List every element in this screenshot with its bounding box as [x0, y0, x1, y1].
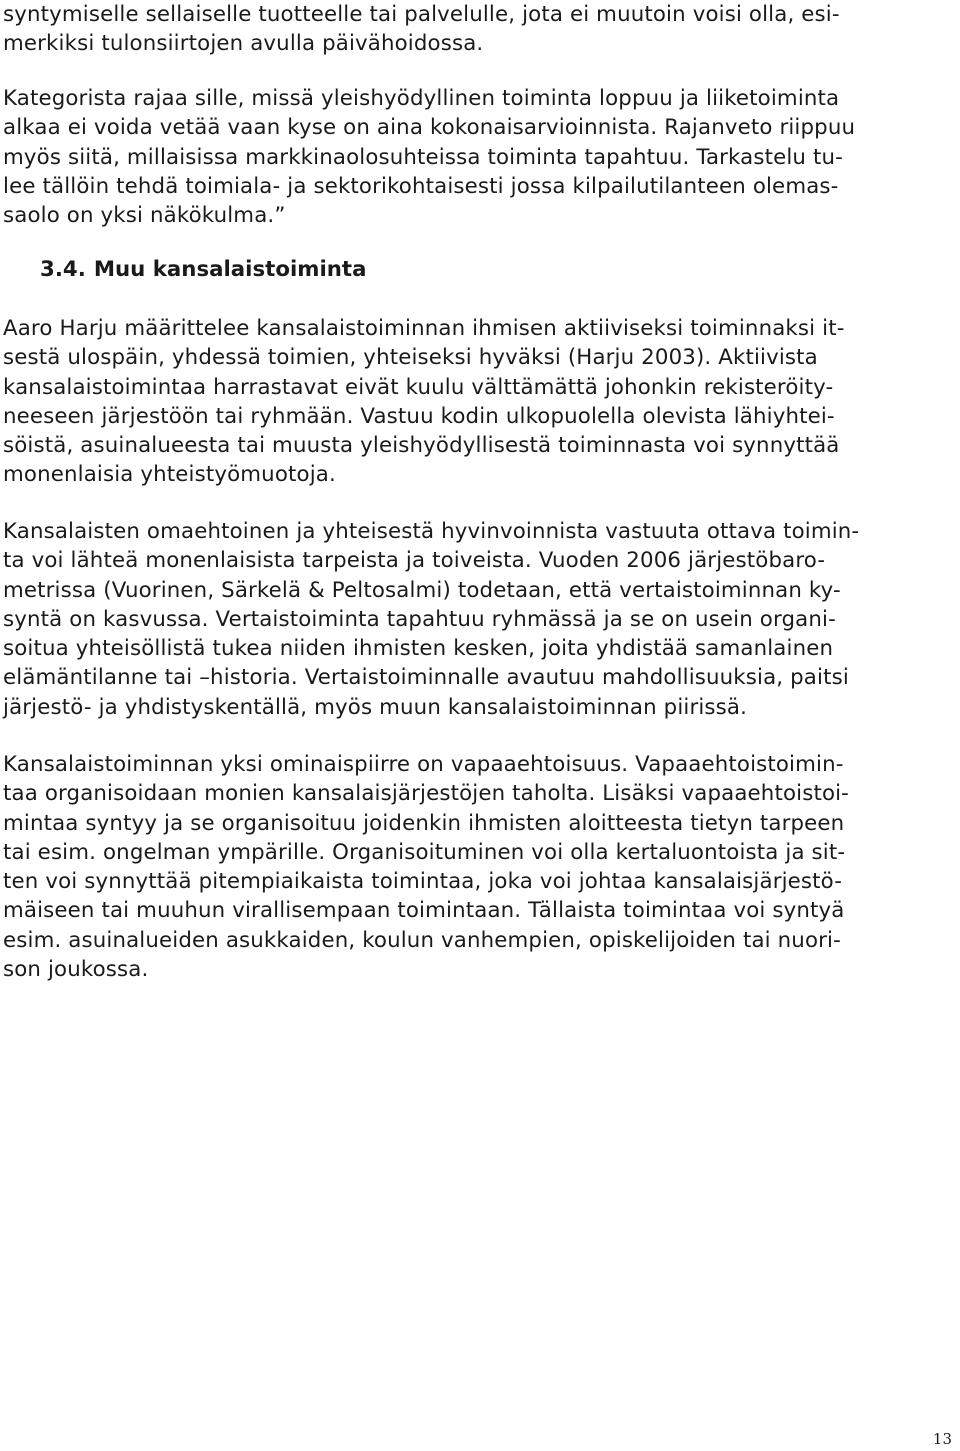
text-line: järjestö- ja yhdistyskentällä, myös muun kansalaistoiminnan piirissä. — [3, 694, 748, 720]
text-line: metrissa (Vuorinen, Särkelä & Peltosalmi) todetaan, että vertaistoiminnan ky- — [3, 577, 841, 603]
text-line: soitua yhteisöllistä tukea niiden ihmisten kesken, joita yhdistää samanlainen — [3, 636, 834, 662]
text-line: ten voi synnyttää pitempiaikaista toimintaa, joka voi johtaa kansalaisjärjestö- — [3, 869, 843, 895]
text-line: alkaa ei voida vetää vaan kyse on aina kokonaisarvioinnista. Rajanveto riippuu — [3, 115, 856, 141]
text-line: mintaa syntyy ja se organisoituu joidenkin ihmisten aloitteesta tietyn tarpeen — [3, 810, 845, 836]
text-line: tai esim. ongelman ympärille. Organisoituminen voi olla kertaluontoista ja sit- — [3, 839, 846, 865]
section-title: Muu kansalaistoiminta — [93, 257, 367, 282]
text-line: Kansalaisten omaehtoinen ja yhteisestä hyvinvoinnista vastuuta ottava toimin- — [3, 519, 860, 544]
text-line: neeseen järjestöön tai ryhmään. Vastuu kodin ulkopuolella olevista lähiyhtei- — [3, 403, 835, 429]
text-line: son joukossa. — [3, 957, 149, 983]
text-line: elämäntilanne tai –historia. Vertaistoiminnalle avautuu mahdollisuuksia, paitsi — [3, 665, 849, 691]
text-line: ta voi lähteä monenlaisista tarpeista ja toiveista. Vuoden 2006 järjestöbaro- — [3, 548, 826, 574]
page-number: 13 — [932, 1430, 952, 1448]
paragraph-1 — [3, 0, 955, 59]
section-heading — [40, 255, 366, 284]
paragraph-4 — [3, 517, 955, 722]
text-line: sestä ulospäin, yhdessä toimien, yhteiseksi hyväksi (Harju 2003). Aktiivista — [3, 345, 818, 371]
text-line: lee tällöin tehdä toimiala- ja sektorikohtaisesti jossa kilpailutilanteen olemas- — [3, 173, 839, 199]
text-line: Kansalaistoiminnan yksi ominaispiirre on vapaaehtoisuus. Vapaaehtoistoimin- — [3, 752, 844, 777]
text-line: söistä, asuinalueesta tai muusta yleishyödyllisestä toiminnasta voi synnyttää — [3, 433, 840, 459]
text-line: saolo on yksi näkökulma.” — [3, 203, 286, 229]
text-line: esim. asuinalueiden asukkaiden, koulun vanhempien, opiskelijoiden tai nuori- — [3, 927, 841, 953]
text-line: taa organisoidaan monien kansalaisjärjestöjen taholta. Lisäksi vapaaehtoistoi- — [3, 781, 850, 807]
text-line: mäiseen tai muuhun virallisempaan toimintaan. Tällaista toimintaa voi syntyä — [3, 898, 845, 924]
text-line: merkiksi tulonsiirtojen avulla päivähoidossa. — [3, 31, 484, 57]
text-line: Kategorista rajaa sille, missä yleishyödyllinen toiminta loppuu ja liiketoiminta — [3, 86, 840, 111]
text-line: kansalaistoimintaa harrastavat eivät kuulu välttämättä johonkin rekisteröity- — [3, 374, 834, 400]
paragraph-2 — [3, 84, 955, 230]
paragraph-3 — [3, 314, 955, 490]
text-line: Aaro Harju määrittelee kansalaistoiminnan ihmisen aktiiviseksi toiminnaksi it- — [3, 316, 845, 341]
text-line: myös siitä, millaisissa markkinaolosuhteissa toiminta tapahtuu. Tarkastelu tu- — [3, 144, 843, 170]
section-number: 3.4. — [40, 257, 86, 282]
paragraph-5 — [3, 750, 955, 984]
text-line: syntymiselle sellaiselle tuotteelle tai palvelulle, jota ei muutoin voisi olla, esi- — [3, 2, 840, 27]
text-line: syntä on kasvussa. Vertaistoiminta tapahtuu ryhmässä ja se on usein organi- — [3, 606, 836, 632]
text-line: monenlaisia yhteistyömuotoja. — [3, 462, 336, 488]
